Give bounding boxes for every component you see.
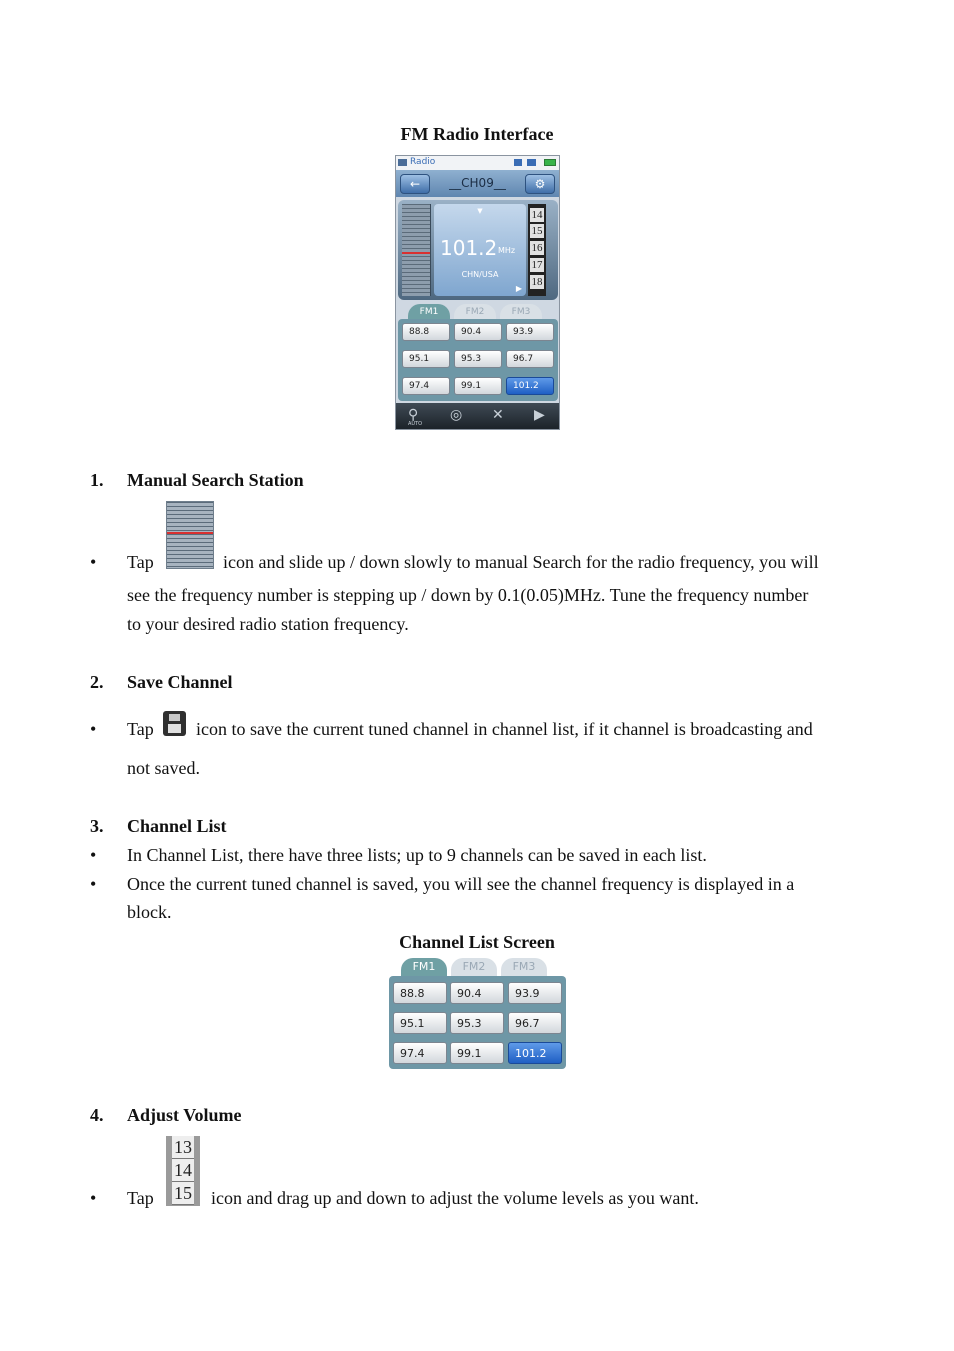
preset-button[interactable]: 97.4 xyxy=(402,377,450,395)
signal-icon: ▼ xyxy=(477,207,483,215)
tuner-panel xyxy=(398,200,558,300)
region-label: CHN/USA xyxy=(461,270,499,279)
settings-button[interactable] xyxy=(525,174,555,194)
status-bar xyxy=(396,156,559,170)
auto-label: AUTO xyxy=(408,421,423,427)
body-text: icon to save the current tuned channel in channel list, if it channel is broadcasting and xyxy=(196,719,813,739)
record-button[interactable] xyxy=(450,407,462,423)
preset-list xyxy=(398,319,558,401)
volume-number: 14 xyxy=(174,1160,192,1180)
section-number: 2. xyxy=(90,672,104,692)
save-icon xyxy=(163,711,186,736)
battery-icon xyxy=(544,159,556,166)
body-text: In Channel List, there have three lists; up to 9 channels can be saved in each list. xyxy=(127,845,707,865)
tab-fm2[interactable]: FM2 xyxy=(454,304,496,320)
section-title: Manual Search Station xyxy=(127,470,304,490)
preset-button[interactable]: 93.9 xyxy=(508,982,562,1004)
gear-icon: ⚙ xyxy=(534,177,546,191)
volume-number: 18 xyxy=(531,276,543,288)
preset-button-selected[interactable]: 101.2 xyxy=(506,377,554,395)
bullet: • xyxy=(90,1188,97,1208)
speaker-icon: ▶ xyxy=(534,407,545,423)
preset-list xyxy=(389,976,566,1069)
frequency-unit: MHz xyxy=(498,246,516,255)
body-text: icon and drag up and down to adjust the volume levels as you want. xyxy=(211,1188,699,1208)
bullet: • xyxy=(90,552,97,572)
body-text: Tap xyxy=(127,552,154,572)
tab-fm1[interactable]: FM1 xyxy=(401,958,447,976)
section-number: 4. xyxy=(90,1105,104,1125)
volume-number: 13 xyxy=(174,1137,192,1157)
preset-button-selected[interactable]: 101.2 xyxy=(508,1042,562,1064)
preset-button[interactable]: 99.1 xyxy=(454,377,502,395)
fm-radio-screenshot xyxy=(395,155,560,430)
preset-button[interactable]: 95.3 xyxy=(450,1012,504,1034)
frequency-value: 101.2 xyxy=(440,236,498,260)
speaker-icon: ▶ xyxy=(515,284,522,293)
preset-button[interactable]: 96.7 xyxy=(508,1012,562,1034)
preset-button[interactable]: 97.4 xyxy=(393,1042,447,1064)
section-title: Adjust Volume xyxy=(127,1105,242,1125)
dial-indicator-line xyxy=(402,252,430,254)
preset-button[interactable]: 95.1 xyxy=(393,1012,447,1034)
body-text: icon and slide up / down slowly to manual Search for the radio frequency, you will xyxy=(223,552,819,572)
headphone-icon xyxy=(514,159,522,166)
tab-fm3[interactable]: FM3 xyxy=(501,958,547,976)
volume-number: 14 xyxy=(531,209,543,221)
preset-tabs xyxy=(396,304,559,320)
preset-tabs xyxy=(389,958,566,976)
preset-button[interactable]: 93.9 xyxy=(506,323,554,341)
preset-button[interactable]: 95.1 xyxy=(402,350,450,368)
close-icon: ✕ xyxy=(492,407,504,423)
preset-button[interactable]: 90.4 xyxy=(454,323,502,341)
body-text: see the frequency number is stepping up / down by 0.1(0.05)MHz. Tune the frequency number xyxy=(127,585,809,605)
folder-icon xyxy=(398,159,407,166)
microphone-icon: ◎ xyxy=(450,407,463,423)
channel-list-screenshot xyxy=(389,958,566,1069)
back-arrow-icon: ← xyxy=(409,177,421,191)
bottom-toolbar xyxy=(396,403,559,429)
speaker-button[interactable] xyxy=(534,407,545,423)
preset-button[interactable]: 88.8 xyxy=(393,982,447,1004)
bullet: • xyxy=(90,719,97,739)
tab-fm2[interactable]: FM2 xyxy=(451,958,497,976)
tab-fm1[interactable]: FM1 xyxy=(408,304,450,320)
bullet: • xyxy=(90,845,97,865)
figure-caption-interface: FM Radio Interface xyxy=(400,124,554,144)
body-text: Tap xyxy=(127,1188,154,1208)
frequency-dial-icon xyxy=(166,501,214,569)
preset-button[interactable]: 88.8 xyxy=(402,323,450,341)
app-name: Radio xyxy=(410,157,436,167)
title-bar xyxy=(396,170,559,197)
section-title: Save Channel xyxy=(127,672,233,692)
body-text: not saved. xyxy=(127,758,200,778)
preset-button[interactable]: 99.1 xyxy=(450,1042,504,1064)
volume-number: 15 xyxy=(174,1183,192,1203)
preset-button[interactable]: 96.7 xyxy=(506,350,554,368)
body-text: block. xyxy=(127,902,172,922)
body-text: to your desired radio station frequency. xyxy=(127,614,409,634)
bullet: • xyxy=(90,874,97,894)
delete-button[interactable] xyxy=(492,407,504,423)
volume-number: 17 xyxy=(531,259,543,271)
preset-button[interactable]: 95.3 xyxy=(454,350,502,368)
usb-icon xyxy=(527,159,536,166)
section-title: Channel List xyxy=(127,816,227,836)
tab-fm3[interactable]: FM3 xyxy=(500,304,542,320)
preset-button[interactable]: 90.4 xyxy=(450,982,504,1004)
volume-wheel[interactable] xyxy=(528,204,546,296)
volume-number: 16 xyxy=(531,242,543,254)
body-text: Tap xyxy=(127,719,154,739)
section-number: 1. xyxy=(90,470,104,490)
channel-title: __CH09__ xyxy=(449,176,506,190)
body-text: Once the current tuned channel is saved, you will see the channel frequency is displayed in a xyxy=(127,874,795,894)
volume-wheel-icon xyxy=(166,1136,200,1206)
figure-caption-channel-list: Channel List Screen xyxy=(399,932,555,952)
frequency-dial[interactable] xyxy=(402,204,431,296)
auto-search-button[interactable] xyxy=(408,407,423,427)
volume-number: 15 xyxy=(531,225,543,237)
frequency-display xyxy=(434,204,526,296)
section-number: 3. xyxy=(90,816,104,836)
search-icon: ⚲ xyxy=(408,407,419,423)
